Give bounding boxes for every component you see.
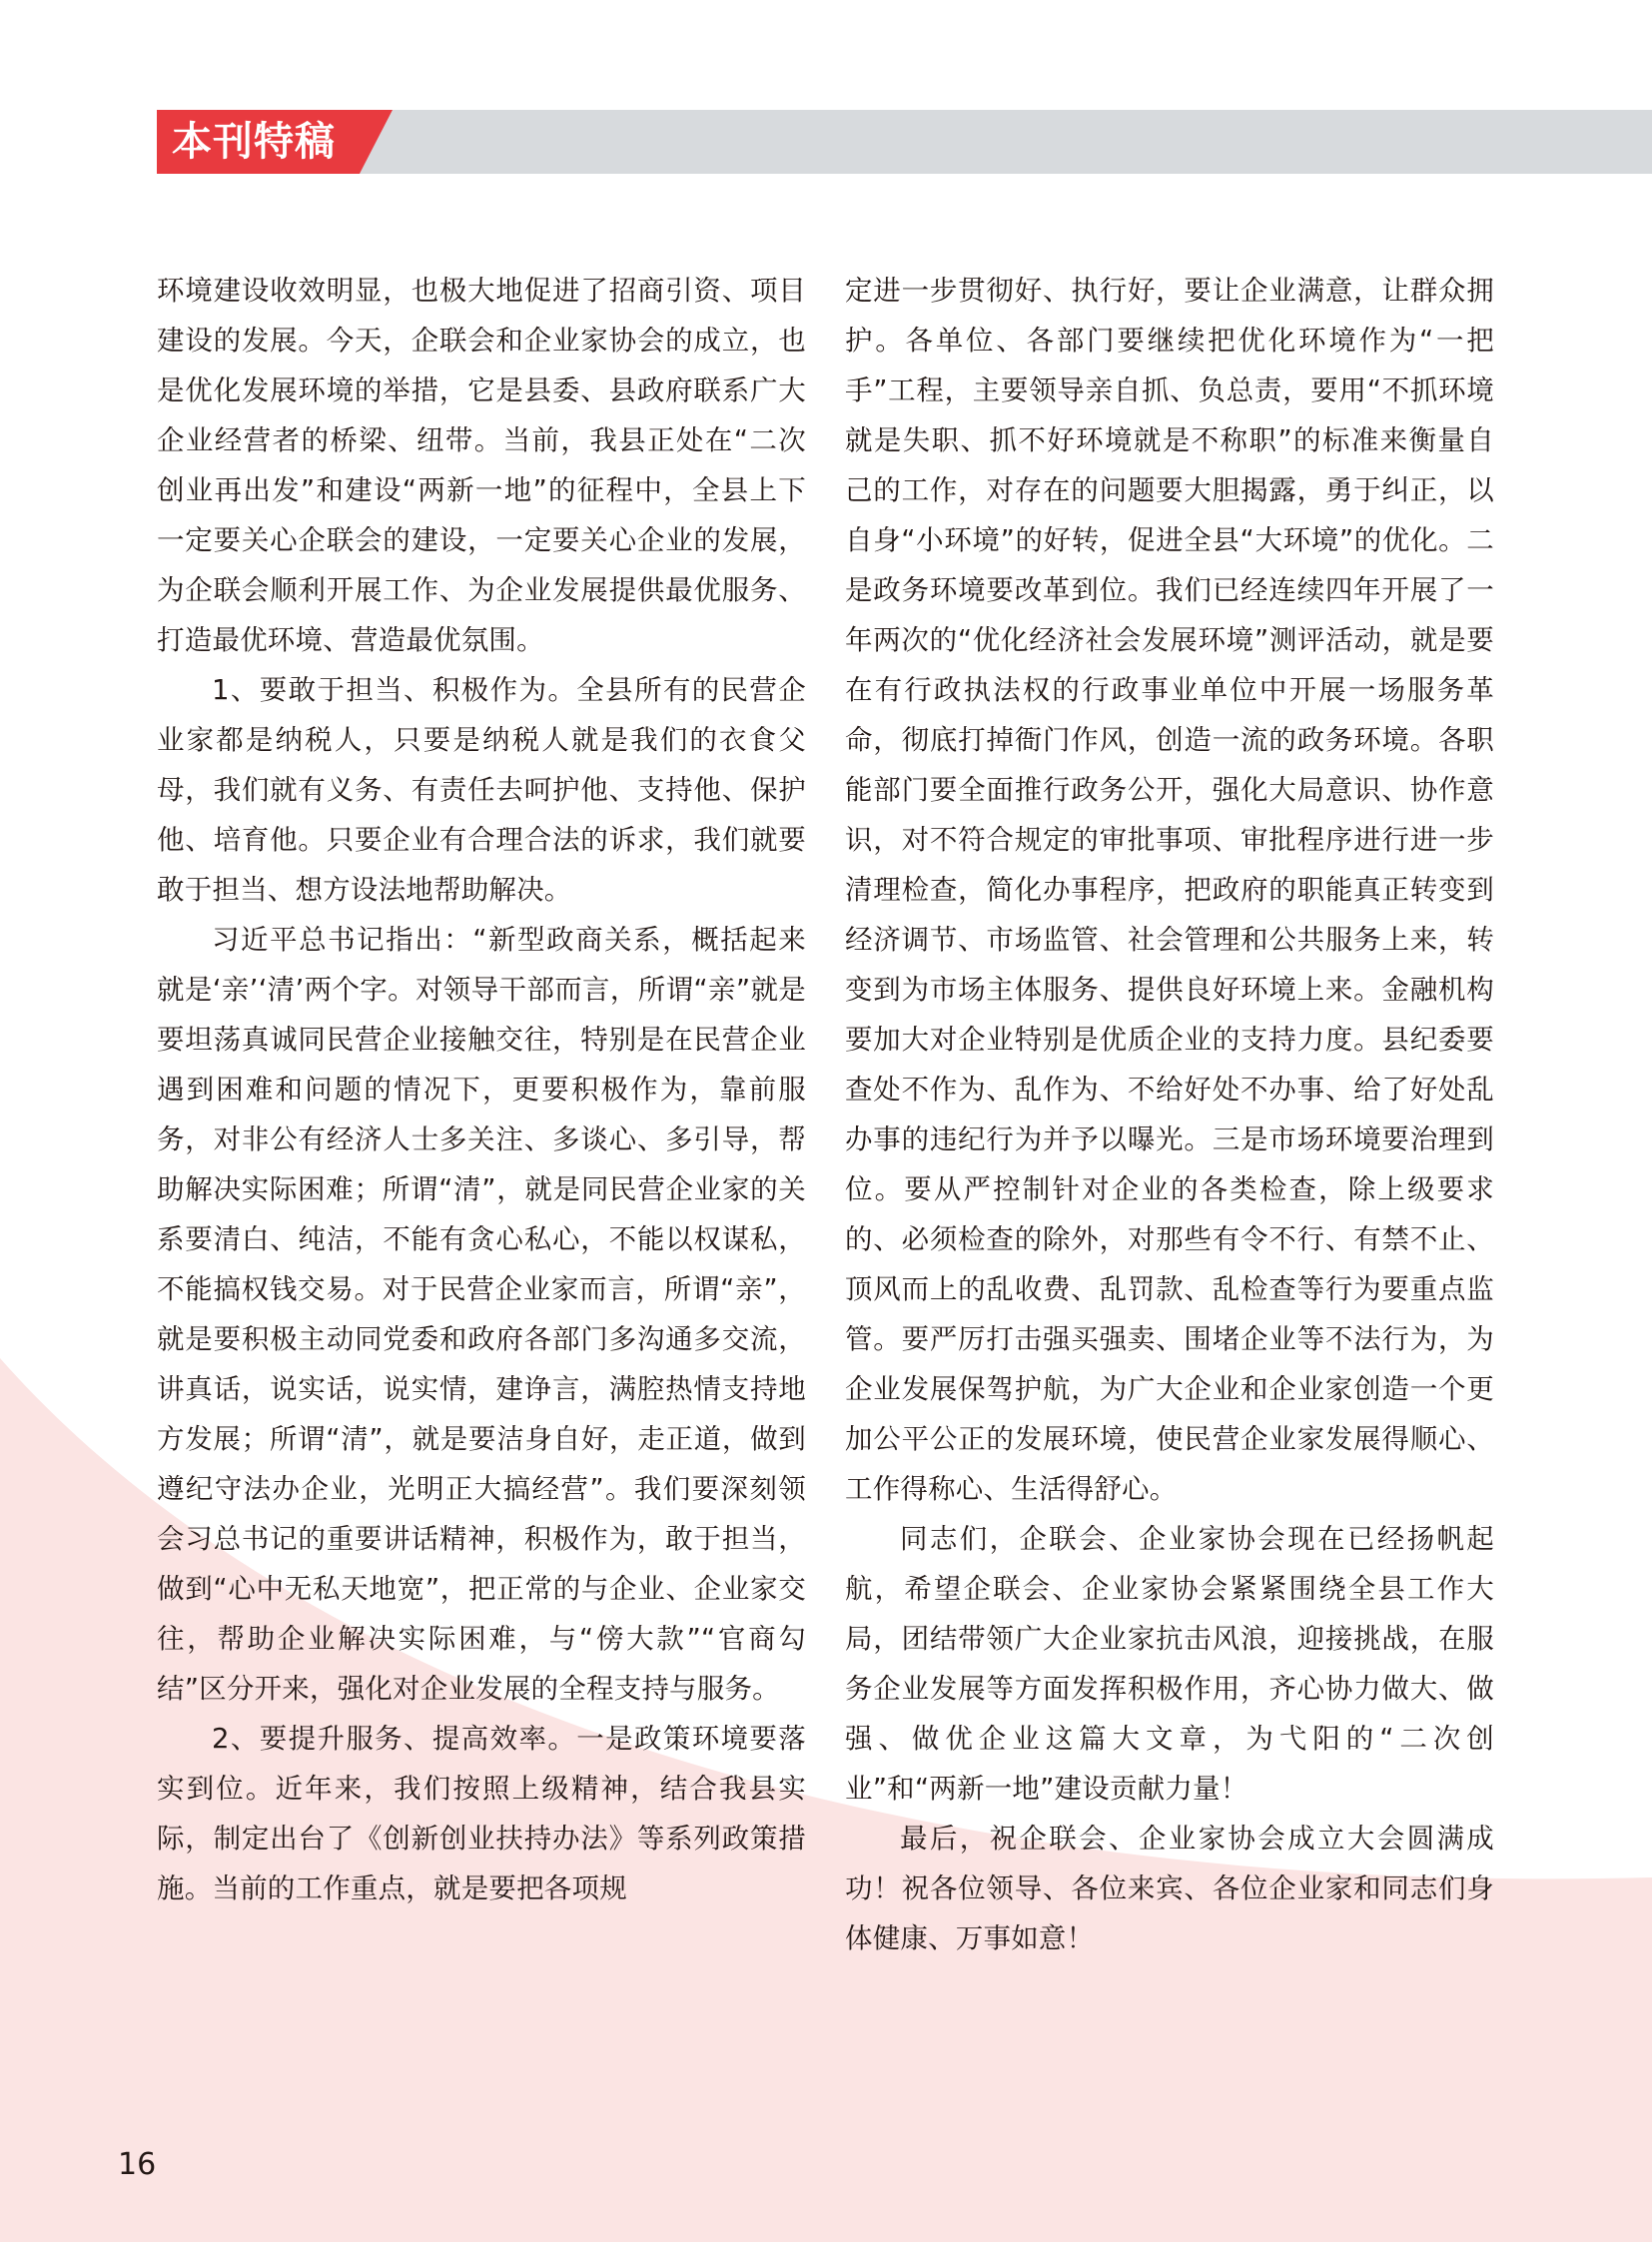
- page-number: 16: [118, 2147, 157, 2182]
- section-header: [0, 110, 1652, 174]
- paragraph: 同志们，企联会、企业家协会现在已经扬帆起航，希望企联会、企业家协会紧紧围绕全县工作大局，团结带领广大企业家抗击风浪，迎接挑战，在服务企业发展等方面发挥积极作用，齐心协力做大、做强、做优企业这篇大文章，为弋阳的“二次创业”和“两新一地”建设贡献力量！: [845, 1523, 1494, 1805]
- section-title: 本刊特稿: [172, 119, 336, 165]
- paragraph: 定进一步贯彻好、执行好，要让企业满意，让群众拥护。各单位、各部门要继续把优化环境作为“一把手”工程，主要领导亲自抓、负总责，要用“不抓环境就是失职、抓不好环境就是不称职”的标准来衡量自己的工作，对存在的问题要大胆揭露，勇于纠正，以自身“小环境”的好转，促进全县“大环境”的优化。二是政务环境要改革到位。我们已经连续四年开展了一年两次的“优化经济社会发展环境”测评活动，就是要在有行政执法权的行政事业单位中开展一场服务革命，彻底打掉衙门作风，创造一流的政务环境。各职能部门要全面推行政务公开，强化大局意识、协作意识，对不符合规定的审批事项、审批程序进行进一步清理检查，简化办事程序，把政府的职能真正转变到经济调节、市场监管、社会管理和公共服务上来，转变到为市场主体服务、提供良好环境上来。金融机构要加大对企业特别是优质企业的支持力度。县纪委要查处不作为、乱作为、不给好处不办事、给了好处乱办事的违纪行为并予以曝光。三是市场环境要治理到位。要从严控制针对企业的各类检查，除上级要求的、必须检查的除外，对那些有令不行、有禁不止、顶风而上的乱收费、乱罚款、乱检查等行为要重点监管。要严厉打击强买强卖、围堵企业等不法行为，为企业发展保驾护航，为广大企业和企业家创造一个更加公平公正的发展环境，使民营企业家发展得顺心、工作得称心、生活得舒心。: [845, 275, 1494, 1505]
- paragraph: 1、要敢于担当、积极作为。全县所有的民营企业家都是纳税人，只要是纳税人就是我们的衣食父母，我们就有义务、有责任去呵护他、支持他、保护他、培育他。只要企业有合理合法的诉求，我们就要敢于担当、想方设法地帮助解决。: [157, 674, 806, 906]
- paragraph: 环境建设收效明显，也极大地促进了招商引资、项目建设的发展。今天，企联会和企业家协会的成立，也是优化发展环境的举措，它是县委、县政府联系广大企业经营者的桥梁、纽带。当前，我县正处在“二次创业再出发”和建设“两新一地”的征程中，全县上下一定要关心企联会的建设，一定要关心企业的发展，为企联会顺利开展工作、为企业发展提供最优服务、打造最优环境、营造最优氛围。: [157, 275, 806, 656]
- right-column: [845, 266, 1494, 1963]
- paragraph: 习近平总书记指出：“新型政商关系，概括起来就是‘亲’‘清’两个字。对领导干部而言，所谓“亲”就是要坦荡真诚同民营企业接触交往，特别是在民营企业遇到困难和问题的情况下，更要积极作为，靠前服务，对非公有经济人士多关注、多谈心、多引导，帮助解决实际困难；所谓“清”，就是同民营企业家的关系要清白、纯洁，不能有贪心私心，不能以权谋私，不能搞权钱交易。对于民营企业家而言，所谓“亲”，就是要积极主动同党委和政府各部门多沟通多交流，讲真话，说实话，说实情，建诤言，满腔热情支持地方发展；所谓“清”，就是要洁身自好，走正道，做到遵纪守法办企业，光明正大搞经营”。我们要深刻领会习总书记的重要讲话精神，积极作为，敢于担当，做到“心中无私天地宽”，把正常的与企业、企业家交往，帮助企业解决实际困难，与“傍大款”“官商勾结”区分开来，强化对企业发展的全程支持与服务。: [157, 924, 806, 1705]
- paragraph: 最后，祝企联会、企业家协会成立大会圆满成功！祝各位领导、各位来宾、各位企业家和同志们身体健康、万事如意！: [845, 1823, 1494, 1954]
- paragraph: 2、要提升服务、提高效率。一是政策环境要落实到位。近年来，我们按照上级精神，结合我县实际，制定出台了《创新创业扶持办法》等系列政策措施。当前的工作重点，就是要把各项规: [157, 1723, 806, 1904]
- left-column: [157, 266, 806, 1913]
